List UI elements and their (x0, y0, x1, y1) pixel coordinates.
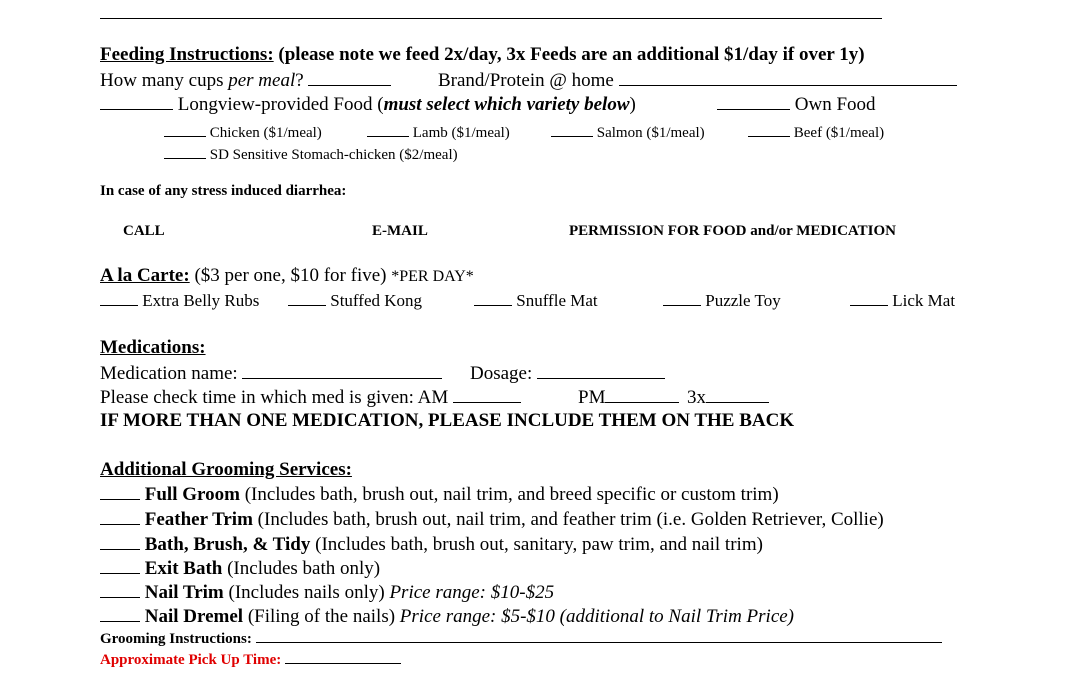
snuffle-mat-label: Snuffle Mat (516, 291, 598, 310)
cups-label: How many cups (100, 70, 229, 91)
pickup-time-label: Approximate Pick Up Time: (100, 652, 286, 668)
service-nail-dremel (100, 605, 794, 628)
grooming-instructions-field[interactable] (256, 629, 942, 643)
feather-trim-name: Feather Trim (144, 509, 253, 530)
alacarte-per-day: *PER DAY* (391, 268, 474, 285)
dosage-label: Dosage: (470, 363, 538, 384)
exit-bath-name: Exit Bath (144, 558, 223, 579)
am-field[interactable] (453, 386, 521, 403)
nail-dremel-field[interactable] (100, 605, 140, 622)
alacarte-heading: A la Carte: (100, 265, 190, 286)
alacarte-note: ($3 per one, $10 for five) (189, 265, 392, 286)
grooming-instructions-row (100, 629, 942, 648)
full-groom-name: Full Groom (144, 484, 240, 505)
service-exit-bath (100, 557, 380, 580)
nail-dremel-desc: (Filing of the nails) (243, 606, 400, 627)
brand-protein-row (438, 69, 957, 92)
nail-trim-price: Price range: $10-$25 (389, 582, 555, 603)
variety-lamb (367, 120, 510, 142)
service-full-groom (100, 483, 779, 506)
dosage-row (470, 362, 665, 385)
alacarte-item-stuffed-kong (288, 289, 422, 312)
variety-lamb-field[interactable] (367, 120, 409, 137)
lick-mat-field[interactable] (850, 289, 888, 306)
cups-label-per-meal: per meal (228, 70, 296, 91)
option-call[interactable]: CALL (123, 223, 165, 239)
cups-per-meal-row (100, 69, 391, 92)
variety-salmon-label: Salmon ($1/meal) (596, 125, 705, 141)
cups-label-q: ? (295, 70, 309, 91)
own-food-label: Own Food (794, 94, 876, 115)
nail-trim-desc: (Includes nails only) (223, 582, 390, 603)
diarrhea-heading: In case of any stress induced diarrhea: (100, 183, 347, 199)
puzzle-toy-field[interactable] (663, 289, 701, 306)
longview-note: must select which variety below (383, 94, 630, 115)
alacarte-item-belly-rubs (100, 289, 259, 312)
full-groom-field[interactable] (100, 483, 140, 500)
lick-mat-label: Lick Mat (892, 291, 956, 310)
med-time-row (100, 386, 521, 409)
variety-chicken-label: Chicken ($1/meal) (209, 125, 322, 141)
variety-salmon-field[interactable] (551, 120, 593, 137)
feeding-heading-line (100, 44, 865, 66)
dosage-field[interactable] (537, 362, 665, 379)
longview-food-field[interactable] (100, 93, 173, 110)
longview-food-row (100, 93, 636, 116)
medication-name-row (100, 362, 442, 385)
feather-trim-field[interactable] (100, 508, 140, 525)
medication-name-label: Medication name: (100, 363, 243, 384)
belly-rubs-field[interactable] (100, 289, 138, 306)
puzzle-toy-label: Puzzle Toy (705, 291, 781, 310)
own-food-field[interactable] (717, 93, 790, 110)
grooming-instructions-label: Grooming Instructions: (100, 631, 256, 647)
bath-brush-tidy-desc: (Includes bath, brush out, sanitary, paw trim, and nail trim) (310, 534, 763, 555)
alacarte-item-puzzle-toy (663, 289, 781, 312)
option-permission[interactable]: PERMISSION FOR FOOD and/or MEDICATION (569, 223, 896, 239)
x3-label: 3x (687, 387, 706, 408)
pickup-time-field[interactable] (285, 650, 401, 664)
snuffle-mat-field[interactable] (474, 289, 512, 306)
pm-label: PM (578, 387, 606, 408)
cups-per-meal-field[interactable] (308, 69, 391, 86)
longview-label: Longview-provided Food ( (177, 94, 384, 115)
brand-protein-field[interactable] (619, 69, 957, 86)
med-time-label: Please check time in which med is given: AM (100, 387, 454, 408)
alacarte-item-lick-mat (850, 289, 955, 312)
feeding-heading: Feeding Instructions: (100, 44, 274, 65)
top-divider-line (100, 18, 882, 19)
variety-beef-label: Beef ($1/meal) (793, 125, 885, 141)
stuffed-kong-field[interactable] (288, 289, 326, 306)
x3-field[interactable] (706, 386, 769, 403)
nail-dremel-price: Price range: $5-$10 (additional to Nail Trim Price) (399, 606, 795, 627)
variety-salmon (551, 120, 705, 142)
variety-sensitive-label: SD Sensitive Stomach-chicken ($2/meal) (209, 147, 458, 163)
service-nail-trim (100, 581, 554, 604)
service-feather-trim (100, 508, 884, 531)
medications-heading: Medications: (100, 337, 206, 358)
variety-beef-field[interactable] (748, 120, 790, 137)
full-groom-desc: (Includes bath, brush out, nail trim, and breed specific or custom trim) (239, 484, 779, 505)
variety-beef (748, 120, 884, 142)
pickup-time-row (100, 650, 401, 669)
grooming-heading: Additional Grooming Services: (100, 459, 352, 480)
belly-rubs-label: Extra Belly Rubs (142, 291, 260, 310)
nail-trim-field[interactable] (100, 581, 140, 598)
exit-bath-desc: (Includes bath only) (222, 558, 381, 579)
x3-row (687, 386, 769, 409)
feather-trim-desc: (Includes bath, brush out, nail trim, and feather trim (i.e. Golden Retriever, Collie) (252, 509, 884, 530)
longview-close: ) (629, 94, 636, 115)
variety-chicken (164, 120, 322, 142)
variety-sensitive-field[interactable] (164, 142, 206, 159)
variety-sensitive (164, 142, 458, 164)
exit-bath-field[interactable] (100, 557, 140, 574)
medication-warning: IF MORE THAN ONE MEDICATION, PLEASE INCLUDE THEM ON THE BACK (100, 410, 795, 431)
alacarte-heading-line (100, 265, 474, 288)
stuffed-kong-label: Stuffed Kong (330, 291, 423, 310)
own-food-row (717, 93, 876, 116)
feeding-note: (please note we feed 2x/day, 3x Feeds are an additional $1/day if over 1y) (273, 44, 865, 65)
pm-row (578, 386, 679, 409)
nail-dremel-name: Nail Dremel (144, 606, 244, 627)
brand-label: Brand/Protein @ home (438, 70, 619, 91)
bath-brush-tidy-name: Bath, Brush, & Tidy (144, 534, 311, 555)
service-bath-brush-tidy (100, 533, 763, 556)
variety-lamb-label: Lamb ($1/meal) (412, 125, 510, 141)
medication-name-field[interactable] (242, 362, 442, 379)
option-email[interactable]: E-MAIL (372, 223, 428, 239)
nail-trim-name: Nail Trim (144, 582, 224, 603)
pm-field[interactable] (605, 386, 679, 403)
bath-brush-tidy-field[interactable] (100, 533, 140, 550)
variety-chicken-field[interactable] (164, 120, 206, 137)
alacarte-item-snuffle-mat (474, 289, 598, 312)
